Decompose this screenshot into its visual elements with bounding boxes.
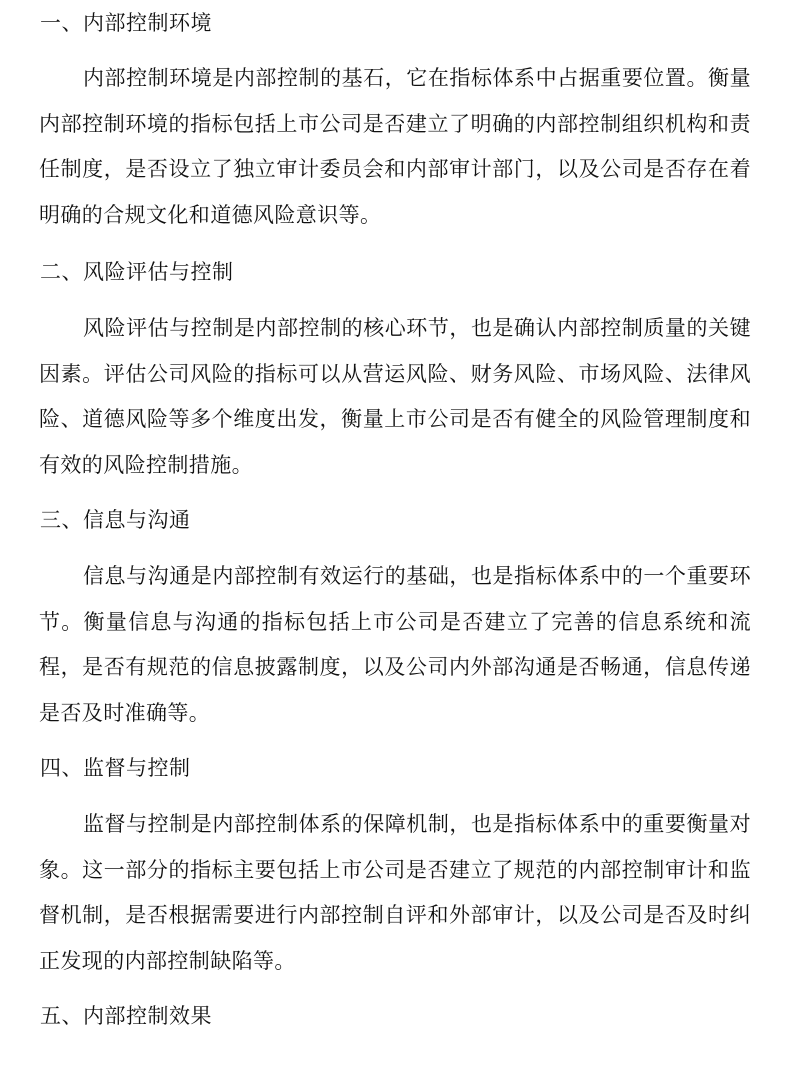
section-heading-risk-assessment: 二、风险评估与控制 [40, 260, 234, 284]
section-heading-information-communication: 三、信息与沟通 [40, 508, 191, 532]
section-heading-control-environment: 一、内部控制环境 [40, 11, 212, 35]
section-heading-supervision-control: 四、监督与控制 [40, 756, 191, 780]
section-paragraph-information-communication: 信息与沟通是内部控制有效运行的基础，也是指标体系中的一个重要环节。衡量信息与沟通的指标包括上市公司是否建立了完善的信息系统和流程，是否有规范的信息披露制度，以及公司内外部沟通是否畅通，信息传递是否及时准确等。 [39, 564, 751, 725]
section-heading-control-effectiveness: 五、内部控制效果 [40, 1004, 212, 1028]
section-paragraph-risk-assessment: 风险评估与控制是内部控制的核心环节，也是确认内部控制质量的关键因素。评估公司风险的指标可以从营运风险、财务风险、市场风险、法律风险、道德风险等多个维度出发，衡量上市公司是否有健全的风险管理制度和有效的风险控制措施。 [39, 316, 751, 477]
section-paragraph-control-environment: 内部控制环境是内部控制的基石，它在指标体系中占据重要位置。衡量内部控制环境的指标包括上市公司是否建立了明确的内部控制组织机构和责任制度，是否设立了独立审计委员会和内部审计部门，以及公司是否存在着明确的合规文化和道德风险意识等。 [39, 66, 751, 227]
section-paragraph-supervision-control: 监督与控制是内部控制体系的保障机制，也是指标体系中的重要衡量对象。这一部分的指标主要包括上市公司是否建立了规范的内部控制审计和监督机制，是否根据需要进行内部控制自评和外部审计，以及公司是否及时纠正发现的内部控制缺陷等。 [39, 812, 751, 973]
